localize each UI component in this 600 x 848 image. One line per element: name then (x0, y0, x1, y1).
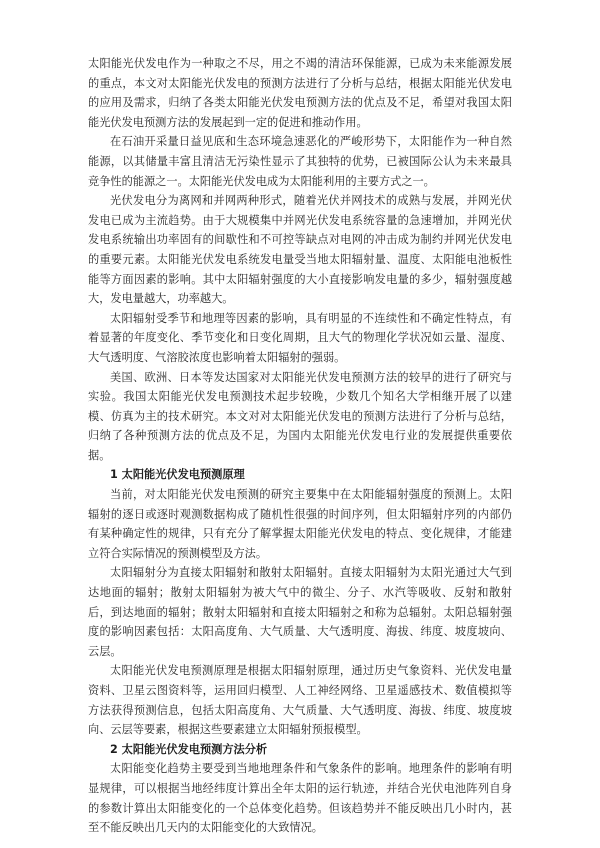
body-paragraph: 太阳能变化趋势主要受到当地地理条件和气象条件的影响。地理条件的影响有明显规律，可以根据当地经纬度计算出全年太阳的运行轨迹，并结合光伏电池阵列自身的参数计算出太阳能变化的一个总体变化趋势。但该趋势并不能反映出几小时内，甚至不能反映出几天内的太阳能变化的大致情况。 (88, 762, 512, 835)
body-paragraph: 太阳能光伏发电预测原理是根据太阳辐射原理，通过历史气象资料、光伏发电量资料、卫星云图资料等，运用回归模型、人工神经网络、卫星遥感技术、数值模拟等方法获得预测信息，包括太阳高度角、大气质量、大气透明度、海拔、纬度、坡度坡向、云层等要素，根据这些要素建立太阳辐射预报模型。 (88, 664, 512, 737)
body-paragraph: 当前，对太阳能光伏发电预测的研究主要集中在太阳能辐射强度的预测上。太阳辐射的逐日或逐时观测数据构成了随机性很强的时间序列，但太阳辐射序列的内部仍有某种确定性的规律，只有充分了解掌握太阳能光伏发电的特点、变化规律，才能建立符合实际情况的预测模型及方法。 (88, 488, 512, 560)
body-paragraph: 在石油开采量日益见底和生态环境急速恶化的严峻形势下，太阳能作为一种自然能源，以其储量丰富且清洁无污染性显示了其独特的优势，已被国际公认为未来最具竞争性的能源之一。太阳能光伏发电成为太阳能利用的主要方式之一。 (88, 135, 512, 188)
body-paragraph: 美国、欧洲、日本等发达国家对太阳能光伏发电预测方法的较早的进行了研究与实验。我国太阳能光伏发电预测技术起步较晚，少数几个知名大学相继开展了以建模、仿真为主的技术研究。本文对对太阳能光伏发电的预测方法进行了分析与总结，归纳了各种预测方法的优点及不足，为国内太阳能光伏发电行业的发展提供重要依据。 (88, 370, 512, 462)
body-paragraph: 太阳辐射分为直接太阳辐射和散射太阳辐射。直接太阳辐射为太阳光通过大气到达地面的辐射；散射太阳辐射为被大气中的微尘、分子、水汽等吸收、反射和散射后，到达地面的辐射；散射太阳辐射和直接太阳辐射之和称为总辐射。太阳总辐射强度的影响因素包括：太阳高度角、大气质量、大气透明度、海拔、纬度、坡度坡向、云层。 (88, 566, 512, 658)
body-paragraph: 光伏发电分为离网和并网两种形式，随着光伏并网技术的成熟与发展，并网光伏发电已成为主流趋势。由于大规模集中并网光伏发电系统容量的急速增加，并网光伏发电系统输出功率固有的间歇性和不可控等缺点对电网的冲击成为制约并网光伏发电的重要元素。太阳能光伏发电系统发电量受当地太阳辐射量、温度、太阳能电池板性能等方面因素的影响。其中太阳辐射强度的大小直接影响发电量的多少，辐射强度越大，发电量越大，功率越大。 (88, 194, 512, 306)
section-heading: 1 太阳能光伏发电预测原理 (110, 468, 245, 482)
document-page (88, 54, 512, 838)
section-heading: 2 太阳能光伏发电预测方法分析 (110, 742, 268, 756)
body-paragraph: 太阳辐射受季节和地理等因素的影响，具有明显的不连续性和不确定性特点，有着显著的年度变化、季节变化和日变化周期，且大气的物理化学状况如云量、湿度、大气透明度、气溶胶浓度也影响着太阳辐射的强弱。 (88, 311, 512, 364)
intro-paragraph: 太阳能光伏发电作为一种取之不尽，用之不竭的清洁环保能源，已成为未来能源发展的重点，本文对太阳能光伏发电的预测方法进行了分析与总结，根据太阳能光伏发电的应用及需求，归纳了各类太阳能光伏发电预测方法的优点及不足，希望对我国太阳能光伏发电预测方法的发展起到一定的促进和推动作用。 (88, 57, 512, 129)
